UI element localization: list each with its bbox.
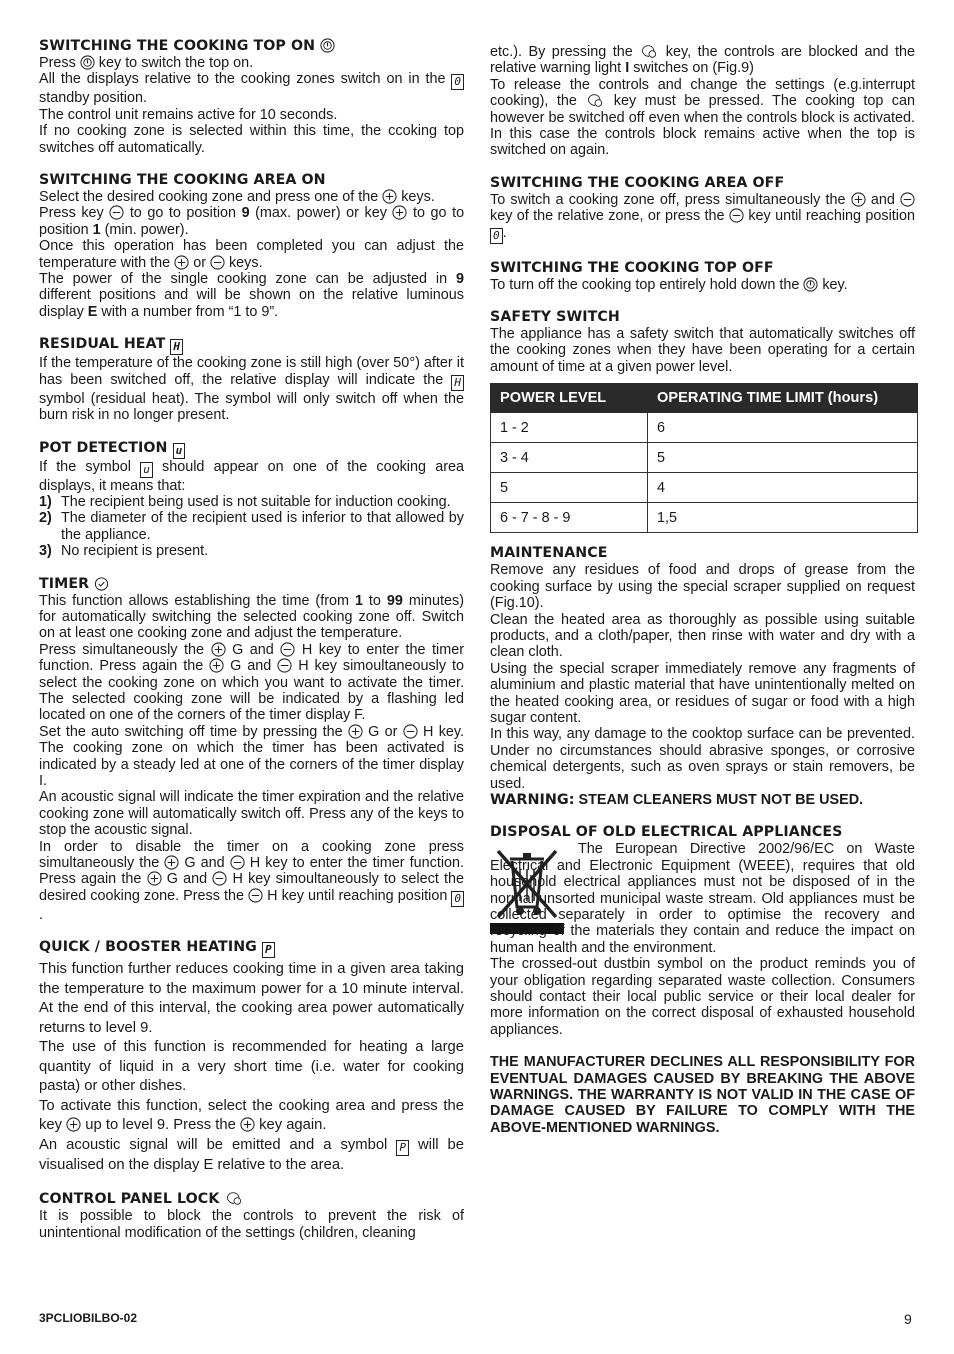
paragraph: It is possible to block the controls to prevent the risk of unintentional modification of the settings (children, cleaning [39, 1208, 464, 1241]
section-disclaimer [490, 1054, 915, 1136]
paragraph: The use of this function is recommended for heating a large quantity of liquid in a very short time (i.e. water for cooking pasta) or other dishes. [39, 1039, 464, 1095]
minus-key-icon [210, 255, 225, 270]
display-zero-icon: 0 [451, 74, 464, 90]
plus-key-icon [164, 855, 179, 870]
paragraph: Press key to go to position 9 (max. power) or key to go to position 1 (min. power). [39, 205, 465, 238]
table-cell: 6 [648, 413, 918, 443]
paragraph: Once this operation has been completed you can adjust the temperature with the or keys. [39, 238, 464, 271]
plus-key-icon [392, 205, 407, 220]
column-header: POWER LEVEL [491, 384, 648, 413]
paragraph: The appliance has a safety switch that automatically switches off the cooking zones when they have been operating for a certain amount of time at a given power level. [490, 326, 915, 375]
pot-detection-symbol-icon: u [140, 462, 153, 478]
plus-key-icon [147, 871, 162, 886]
table-cell: 3 - 4 [491, 443, 648, 473]
section-control-panel-lock-continued [490, 44, 915, 159]
paragraph: Press key to switch the top on. [39, 55, 254, 71]
lock-key-icon [639, 44, 659, 59]
paragraph: To activate this function, select the cooking area and press the key up to level 9. Press the key again. [39, 1097, 464, 1134]
section-pot-detection [39, 440, 464, 560]
section-title: SAFETY SWITCH [490, 309, 620, 326]
minus-key-icon [729, 208, 744, 223]
paragraph: The power of the single cooking zone can be adjusted in 9 different positions and will be shown on the relative luminous display E with a number from “1 to 9”. [39, 271, 464, 320]
section-switch-top-on [39, 38, 464, 156]
table-cell: 1,5 [648, 503, 918, 533]
display-zero-icon: 0 [490, 228, 503, 244]
pot-detection-list [39, 494, 464, 560]
table-row [491, 473, 918, 503]
timer-icon [94, 576, 109, 591]
plus-key-icon [209, 658, 224, 673]
table-row [491, 413, 918, 443]
plus-key-icon [174, 255, 189, 270]
paragraph: Using the special scraper immediately remove any fragments of aluminium and plastic material that have unintentionally melted on the heated cooking area, or residues of sugar or food with a high sugar content. [490, 660, 915, 726]
section-title: QUICK / BOOSTER HEATING P [39, 939, 464, 958]
minus-key-icon [212, 871, 227, 886]
table-cell: 1 - 2 [491, 413, 648, 443]
paragraph: The crossed-out dustbin symbol on the product reminds you of your obligation regarding separated waste collection. Consumers should contact their local public service or their local dealer for more information on the correct disposal of exhausted household appliances. [490, 956, 915, 1038]
paragraph: An acoustic signal will be emitted and a symbol P will be visualised on the display E relative to the area. [39, 1136, 464, 1173]
table-cell: 5 [491, 473, 648, 503]
section-title: DISPOSAL OF OLD ELECTRICAL APPLIANCES [490, 824, 843, 841]
minus-key-icon [248, 888, 263, 903]
plus-key-icon [211, 642, 226, 657]
minus-key-icon [403, 724, 418, 739]
paragraph: Clean the heated area as thoroughly as possible using suitable products, and a cloth/paper, then rinse with water and dry with a clean cloth. [490, 611, 915, 661]
paragraph: The control unit remains active for 10 seconds. [39, 106, 338, 123]
section-title: CONTROL PANEL LOCK [39, 1191, 464, 1208]
section-title: SWITCHING THE COOKING AREA OFF [490, 174, 785, 191]
power-key-icon [320, 38, 335, 53]
paragraph: If the symbol u should appear on one of the cooking area displays, it means that: [39, 458, 465, 494]
section-title: SWITCHING THE COOKING TOP ON [39, 38, 464, 55]
plus-key-icon [348, 724, 363, 739]
table-cell: 5 [648, 443, 918, 473]
minus-key-icon [109, 205, 124, 220]
paragraph: To switch a cooking zone off, press simultaneously the and key of the relative zone, or press the key until reaching position 0 . [490, 191, 916, 242]
section-title: SWITCHING THE COOKING AREA ON [39, 172, 326, 189]
paragraph: Select the desired cooking zone and press one of the keys. [39, 189, 435, 206]
plus-key-icon [66, 1117, 81, 1132]
lock-key-icon [585, 93, 605, 108]
paragraph: Set the auto switching off time by pressing the G or H key. The cooking zone on which the timer has been activated is indicated by a steady led at one of the corners of the timer display I. [39, 723, 465, 789]
booster-symbol-icon: P [396, 1140, 409, 1156]
pot-detection-symbol-icon: u [173, 443, 186, 459]
paragraph: All the displays relative to the cooking zones switch on in the 0 standby position. [39, 71, 464, 106]
table-header-row [491, 384, 918, 413]
section-title: TIMER [39, 576, 464, 593]
section-control-panel-lock [39, 1191, 464, 1241]
lock-key-icon [224, 1191, 244, 1206]
weee-block [490, 841, 915, 956]
paragraph: Remove any residues of food and drops of grease from the cooking surface by using the special scraper supplied on request (Fig.10). [490, 562, 915, 612]
paragraph: This function further reduces cooking time in a given area taking the temperature to the maximum power for a 10 minute interval. At the end of this interval, the cooking area power automatically returns to level 9. [39, 961, 464, 1036]
right-column [490, 44, 915, 1136]
section-residual-heat [39, 336, 464, 423]
list-item: 1) The recipient being used is not suitable for induction cooking. [39, 493, 451, 510]
paragraph: An acoustic signal will indicate the timer expiration and the relative cooking zone will automatically switch off. Press any of the keys to stop the acoustic signal. [39, 789, 464, 839]
paragraph: To release the controls and change the settings (e.g.interrupt cooking), the key must be pressed. The cooking top can however be switched off even when the controls block is activated. In this case the controls block remains active when the top is switched on again. [490, 76, 915, 159]
table-row [491, 503, 918, 533]
section-switch-area-off [490, 175, 915, 244]
plus-key-icon [851, 192, 866, 207]
minus-key-icon [280, 642, 295, 657]
list-item: 2) The diameter of the recipient used is inferior to that allowed by the appliance. [39, 510, 464, 543]
table-cell: 4 [648, 473, 918, 503]
power-key-icon [80, 55, 95, 70]
section-switch-top-off [490, 260, 915, 293]
power-key-icon [803, 277, 818, 292]
residual-heat-symbol-icon: H [451, 375, 464, 391]
safety-table [490, 383, 918, 533]
display-zero-icon: 0 [451, 891, 464, 907]
list-item: 3) No recipient is present. [39, 543, 209, 560]
section-switch-area-on [39, 172, 464, 320]
section-booster [39, 939, 464, 1175]
minus-key-icon [900, 192, 915, 207]
section-timer [39, 576, 464, 924]
paragraph: If the temperature of the cooking zone is still high (over 50°) after it has been switched off, the relative display will indicate the H symbol (residual heat). The symbol will only switch off when the burn risk in no longer present. [39, 355, 464, 424]
section-maintenance [490, 545, 915, 808]
section-title: SWITCHING THE COOKING TOP OFF [490, 259, 774, 276]
section-disposal [490, 824, 915, 1038]
page-number: 9 [904, 1311, 912, 1327]
paragraph: The European Directive 2002/96/EC on Waste Electrical and Electronic Equipment (WEEE), requires that old household electrical appliances must not be disposed of in the normal unsorted municipal waste stream. Old appliances must be collected separately in order to optimise the recovery and recycling of the materials they contain and reduce the impact on human health and the environment. [490, 841, 915, 956]
document-code: 3PCLIOBILBO-02 [39, 1311, 138, 1325]
section-title: POT DETECTION u [39, 440, 464, 459]
disclaimer-text: THE MANUFACTURER DECLINES ALL RESPONSIBILITY FOR EVENTUAL DAMAGES CAUSED BY BREAKING THE ABOVE WARNINGS. THE WARRANTY IS NOT VALID IN THE CASE OF DAMAGE CAUSED BY FAILURE TO COMPLY WITH THE ABOVE-MENTIONED WARNINGS. [490, 1054, 915, 1136]
table-cell: 6 - 7 - 8 - 9 [491, 503, 648, 533]
section-title: MAINTENANCE [490, 545, 608, 562]
paragraph: In order to disable the timer on a cooking zone press simultaneously the G and H key to enter the timer function. Press again the G and H key simoultaneously to select the desired cooking zone. Press the H key until reaching position 0. [39, 838, 465, 923]
table-row [491, 443, 918, 473]
plus-key-icon [240, 1117, 255, 1132]
paragraph: In this way, any damage to the cooktop surface can be prevented. Under no circumstances should abrasive sponges, or corrosive chemical detergents, such as oven sprays or stain removers, be used. [490, 726, 915, 792]
minus-key-icon [230, 855, 245, 870]
residual-heat-symbol-icon: H [170, 339, 183, 355]
minus-key-icon [277, 658, 292, 673]
warning-line: WARNING: STEAM CLEANERS MUST NOT BE USED. [490, 791, 864, 808]
section-title: RESIDUAL HEAT H [39, 336, 464, 355]
section-safety-switch [490, 309, 915, 533]
column-header: OPERATING TIME LIMIT (hours) [648, 384, 918, 413]
paragraph: If no cooking zone is selected within this time, the ccoking top switches off automatically. [39, 123, 464, 156]
booster-symbol-icon: P [262, 942, 275, 958]
paragraph: This function allows establishing the time (from 1 to 99 minutes) for automatically switching the selected cooking zone off. Switch on at least one cooking zone and adjust the temperature. [39, 592, 465, 642]
left-column [39, 38, 464, 1257]
paragraph: etc.). By pressing the key, the controls are blocked and the relative warning light I switches on (Fig.9) [490, 44, 915, 77]
paragraph: To turn off the cooking top entirely hold down the key. [490, 276, 848, 293]
paragraph: Press simultaneously the G and H key to enter the timer function. Press again the G and H key simoultaneously to select the cooking zone on which you want to activate the timer. The selected cooking zone will be indicated by a flashing led located on one of the corners of the timer display F. [39, 641, 465, 724]
plus-key-icon [382, 189, 397, 204]
